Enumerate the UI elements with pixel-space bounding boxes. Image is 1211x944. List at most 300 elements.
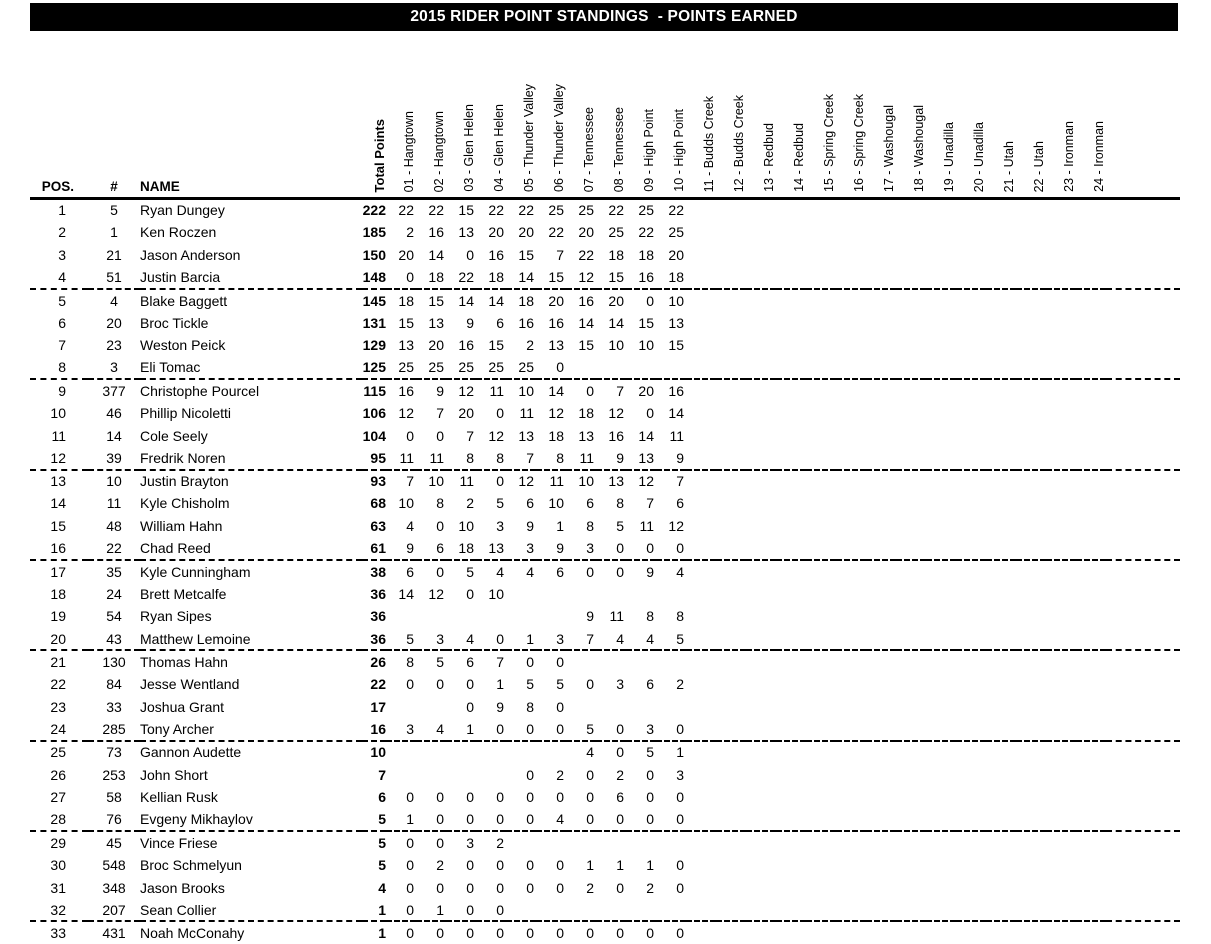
race-score: 20: [638, 382, 654, 399]
race-score: [776, 424, 806, 447]
race-score: [866, 244, 896, 267]
race-score: 0: [656, 808, 686, 831]
rider-total-points: 5: [362, 808, 386, 831]
rider-total-points: 222: [362, 202, 386, 219]
race-column-header: [626, 84, 656, 198]
race-score: [1076, 921, 1106, 944]
race-score: [746, 628, 776, 651]
race-score: [686, 673, 716, 696]
race-score: 7: [496, 654, 504, 671]
race-score: [836, 402, 866, 425]
race-score: [896, 808, 926, 831]
race-score: [776, 650, 806, 673]
race-score: [686, 583, 716, 606]
race-score: [686, 537, 716, 560]
race-score: 13: [518, 427, 534, 444]
race-score: [776, 696, 806, 719]
race-column-label: 01 - Hangtown: [402, 110, 416, 192]
race-score: [896, 492, 926, 515]
race-score: [776, 515, 806, 538]
race-score: 0: [466, 925, 474, 942]
race-score: [986, 876, 1016, 899]
rider-number: 48: [106, 518, 122, 535]
race-score: 12: [638, 473, 654, 490]
race-score: [896, 696, 926, 719]
race-score: [1076, 583, 1106, 606]
race-score: 0: [526, 654, 534, 671]
race-score: 9: [386, 537, 416, 560]
race-score: [746, 921, 776, 944]
race-score: [566, 899, 596, 922]
race-score: [806, 921, 836, 944]
race-score: [836, 650, 866, 673]
race-column-header: [476, 84, 506, 198]
rider-total-points: 63: [370, 518, 386, 535]
race-score: [986, 266, 1016, 289]
race-score: [1016, 515, 1046, 538]
table-row: [30, 786, 1180, 809]
race-score: 0: [496, 405, 504, 422]
race-column-header: [416, 84, 446, 198]
race-score: 25: [446, 357, 476, 380]
race-score: [1046, 763, 1076, 786]
race-column-label: 17 - Washougal: [882, 104, 896, 192]
rider-position: 3: [58, 246, 66, 263]
race-score: [836, 763, 866, 786]
race-score: 3: [566, 537, 596, 560]
race-score: 16: [398, 382, 414, 399]
race-score: [956, 718, 986, 741]
race-score: 11: [416, 447, 446, 470]
race-score: [1046, 357, 1076, 380]
race-score: [1076, 311, 1106, 334]
race-score: [566, 696, 596, 719]
race-score: 12: [608, 405, 624, 422]
race-score: [1076, 876, 1106, 899]
race-score: [1046, 808, 1076, 831]
race-score: 7: [466, 427, 474, 444]
race-score: [806, 854, 836, 877]
race-score: 7: [676, 473, 684, 490]
race-score: [956, 198, 986, 221]
race-score: [716, 854, 746, 877]
row-filler: [1106, 876, 1180, 899]
race-score: 5: [646, 744, 654, 761]
column-header-total-points: [362, 84, 386, 198]
rider-name: John Short: [140, 766, 208, 783]
race-score: [806, 221, 836, 244]
race-score: 0: [556, 879, 564, 896]
race-score: [686, 650, 716, 673]
race-score: [866, 311, 896, 334]
race-score: 4: [526, 563, 534, 580]
race-score: 0: [506, 718, 536, 741]
rider-total-points: 16: [362, 718, 386, 741]
race-score: 0: [406, 856, 414, 873]
race-score: [776, 808, 806, 831]
race-score: [836, 899, 866, 922]
race-score: 13: [428, 314, 444, 331]
race-column-header: [836, 84, 866, 198]
rider-position: 23: [50, 698, 66, 715]
race-score: [806, 311, 836, 334]
race-score: [956, 379, 986, 402]
race-score: [716, 876, 746, 899]
race-column-label: 03 - Glen Helen: [462, 104, 476, 192]
race-score: [776, 266, 806, 289]
rider-position: 27: [50, 789, 66, 806]
race-score: [536, 741, 566, 764]
race-score: 10: [398, 495, 414, 512]
race-score: 6: [616, 789, 624, 806]
race-score: [806, 718, 836, 741]
race-score: 1: [416, 899, 446, 922]
race-score: 9: [586, 608, 594, 625]
race-score: 0: [676, 925, 684, 942]
race-score: 22: [428, 202, 444, 219]
race-score: [1046, 470, 1076, 493]
race-score: 0: [386, 899, 416, 922]
row-filler: [1106, 537, 1180, 560]
race-score: 1: [676, 744, 684, 761]
race-score: 4: [496, 563, 504, 580]
race-score: 0: [646, 292, 654, 309]
rider-total-points: 61: [362, 537, 386, 560]
race-score: [986, 741, 1016, 764]
race-score: 0: [406, 879, 414, 896]
race-score: [776, 583, 806, 606]
race-score: [1076, 628, 1106, 651]
race-score: [1046, 741, 1076, 764]
race-score: 20: [488, 224, 504, 241]
race-score: 25: [638, 202, 654, 219]
race-score: [686, 402, 716, 425]
race-score: 3: [386, 718, 416, 741]
rider-total-points: 1: [378, 925, 386, 942]
row-filler: [1106, 221, 1180, 244]
race-score: [416, 763, 446, 786]
race-score: 6: [586, 495, 594, 512]
race-score: [986, 447, 1016, 470]
rider-total-points: 26: [370, 654, 386, 671]
race-score: [866, 763, 896, 786]
race-score: 1: [616, 856, 624, 873]
race-score: 6: [496, 314, 504, 331]
race-score: [656, 650, 686, 673]
table-row: [30, 808, 1180, 831]
race-score: [896, 583, 926, 606]
race-score: [866, 537, 896, 560]
race-score: 11: [489, 382, 504, 399]
race-score: [716, 244, 746, 267]
table-row: [30, 628, 1180, 651]
race-score: [986, 763, 1016, 786]
rider-name: Kellian Rusk: [140, 789, 218, 806]
race-score: 0: [526, 789, 534, 806]
race-score: [806, 605, 836, 628]
race-score: 20: [398, 246, 414, 263]
race-score: [1016, 560, 1046, 583]
rider-position: 12: [30, 447, 88, 470]
race-score: [716, 515, 746, 538]
race-score: [986, 311, 1016, 334]
race-score: [956, 696, 986, 719]
table-row: [30, 357, 1180, 380]
race-score: [1076, 854, 1106, 877]
race-score: 15: [428, 292, 444, 309]
race-score: [926, 221, 956, 244]
rider-position: 33: [50, 925, 66, 942]
race-score: 0: [586, 382, 594, 399]
race-score: [896, 357, 926, 380]
race-score: 9: [496, 698, 504, 715]
row-filler: [1106, 854, 1180, 877]
table-row: [30, 379, 1180, 402]
race-score: 4: [536, 808, 566, 831]
race-score: [836, 786, 866, 809]
race-score: [836, 515, 866, 538]
race-score: [536, 605, 566, 628]
race-score: [746, 311, 776, 334]
race-score: 0: [436, 518, 444, 535]
race-score: [956, 311, 986, 334]
race-column-header: [806, 84, 836, 198]
race-score: [626, 899, 656, 922]
race-score: [746, 718, 776, 741]
race-score: [1046, 560, 1076, 583]
rider-total-points: 6: [378, 789, 386, 806]
race-score: [896, 650, 926, 673]
race-score: [386, 696, 416, 719]
rider-name: Gannon Audette: [140, 744, 242, 761]
race-score: [806, 696, 836, 719]
rider-position: 5: [58, 292, 66, 309]
header-row: [30, 84, 1180, 198]
race-column-header: [896, 84, 926, 198]
rider-total-points: 68: [370, 495, 386, 512]
race-score: [1046, 198, 1076, 221]
table-row: [30, 763, 1180, 786]
race-score: 0: [646, 925, 654, 942]
race-score: 12: [428, 585, 444, 602]
race-score: 18: [548, 427, 564, 444]
race-column-header: [1046, 84, 1076, 198]
race-score: 4: [626, 628, 656, 651]
race-score: [776, 899, 806, 922]
race-column-header: [1076, 84, 1106, 198]
race-score: 8: [446, 447, 476, 470]
race-score: [746, 696, 776, 719]
race-score: 2: [526, 337, 534, 354]
race-score: [746, 470, 776, 493]
race-score: [866, 583, 896, 606]
race-score: 11: [639, 518, 654, 535]
race-score: 5: [616, 518, 624, 535]
race-score: 6: [416, 537, 446, 560]
race-score: 14: [608, 314, 624, 331]
race-score: [986, 221, 1016, 244]
table-row: [30, 831, 1180, 854]
row-filler: [1106, 447, 1180, 470]
race-score: 8: [526, 698, 534, 715]
race-score: [926, 537, 956, 560]
race-score: [866, 221, 896, 244]
race-score: 18: [446, 537, 476, 560]
table-row: [30, 696, 1180, 719]
race-score: [866, 560, 896, 583]
race-score: 14: [428, 246, 444, 263]
race-score: 0: [436, 789, 444, 806]
race-score: [596, 831, 626, 854]
rider-number: 23: [106, 337, 122, 354]
race-score: 11: [566, 447, 596, 470]
race-score: 0: [406, 427, 414, 444]
race-score: [836, 424, 866, 447]
race-column-label: 19 - Unadilla: [942, 121, 956, 192]
rider-total-points: 17: [370, 698, 386, 715]
race-score: [1016, 447, 1046, 470]
race-score: 2: [406, 224, 414, 241]
rider-number: 33: [106, 698, 122, 715]
rider-number: 3: [88, 357, 140, 380]
race-score: 0: [526, 925, 534, 942]
race-column-label: 02 - Hangtown: [432, 110, 446, 192]
race-score: [896, 289, 926, 312]
race-score: [926, 718, 956, 741]
race-score: [956, 244, 986, 267]
race-score: 11: [386, 447, 416, 470]
race-score: 0: [646, 789, 654, 806]
race-score: [926, 899, 956, 922]
race-score: [746, 560, 776, 583]
rider-total-points: 36: [370, 608, 386, 625]
rider-number: 84: [106, 676, 122, 693]
race-column-label: 22 - Utah: [1032, 140, 1046, 192]
race-score: 6: [676, 495, 684, 512]
race-score: [476, 605, 506, 628]
race-score: [776, 447, 806, 470]
race-score: 16: [458, 337, 474, 354]
race-score: [1046, 266, 1076, 289]
race-score: [1016, 808, 1046, 831]
race-score: 22: [668, 202, 684, 219]
rider-number: 5: [110, 202, 118, 219]
race-score: [1016, 854, 1046, 877]
rider-position: 28: [30, 808, 88, 831]
race-score: [746, 244, 776, 267]
race-score: 0: [586, 563, 594, 580]
race-score: [926, 560, 956, 583]
race-score: [1076, 470, 1106, 493]
race-score: [626, 357, 656, 380]
race-score: 12: [488, 427, 504, 444]
race-score: [746, 786, 776, 809]
race-score: [836, 876, 866, 899]
race-score: 22: [488, 202, 504, 219]
race-score: [866, 198, 896, 221]
race-score: [716, 921, 746, 944]
race-column-label: 24 - Ironman: [1092, 121, 1106, 192]
race-score: [986, 718, 1016, 741]
race-score: [1076, 334, 1106, 357]
race-score: [776, 741, 806, 764]
race-score: [626, 696, 656, 719]
table-row: [30, 402, 1180, 425]
race-score: [1016, 357, 1046, 380]
race-score: [716, 357, 746, 380]
rider-position: 10: [50, 405, 66, 422]
race-score: 1: [586, 856, 594, 873]
race-score: [866, 447, 896, 470]
race-score: [836, 673, 866, 696]
race-score: [836, 560, 866, 583]
race-score: [1016, 198, 1046, 221]
race-score: [746, 650, 776, 673]
rider-number: 54: [106, 608, 122, 625]
race-score: 16: [518, 314, 534, 331]
race-score: 20: [608, 292, 624, 309]
race-score: [956, 266, 986, 289]
race-score: 0: [556, 925, 564, 942]
row-filler: [1106, 311, 1180, 334]
race-score: [896, 311, 926, 334]
race-score: 0: [406, 676, 414, 693]
race-score: [926, 357, 956, 380]
race-score: [776, 357, 806, 380]
race-score: [806, 650, 836, 673]
race-column-label: 23 - Ironman: [1062, 121, 1076, 192]
rider-total-points: 5: [378, 856, 386, 873]
rider-position: 7: [58, 337, 66, 354]
race-score: [836, 583, 866, 606]
race-score: [1016, 876, 1046, 899]
race-score: 11: [669, 427, 684, 444]
race-score: [1016, 583, 1046, 606]
race-score: [686, 424, 716, 447]
race-score: [926, 266, 956, 289]
race-score: [956, 854, 986, 877]
race-score: [956, 786, 986, 809]
race-score: [686, 244, 716, 267]
row-filler: [1106, 424, 1180, 447]
rider-total-points: 125: [362, 357, 386, 380]
race-score: 0: [596, 718, 626, 741]
rider-number: 76: [88, 808, 140, 831]
rider-total-points: 129: [362, 337, 386, 354]
race-score: [836, 470, 866, 493]
race-score: [896, 899, 926, 922]
race-score: [1076, 379, 1106, 402]
race-score: [926, 696, 956, 719]
race-score: [596, 899, 626, 922]
race-score: 0: [556, 789, 564, 806]
race-score: 14: [506, 266, 536, 289]
race-score: [926, 808, 956, 831]
race-score: [1046, 379, 1076, 402]
race-score: [776, 560, 806, 583]
race-score: [806, 628, 836, 651]
race-score: [956, 537, 986, 560]
rider-total-points: 148: [362, 266, 386, 289]
race-score: 0: [596, 537, 626, 560]
rider-name: Cole Seely: [140, 427, 208, 444]
race-score: [716, 311, 746, 334]
race-score: 0: [406, 925, 414, 942]
race-score: 0: [436, 676, 444, 693]
race-score: 25: [416, 357, 446, 380]
race-column-header: [956, 84, 986, 198]
race-column-header: [866, 84, 896, 198]
